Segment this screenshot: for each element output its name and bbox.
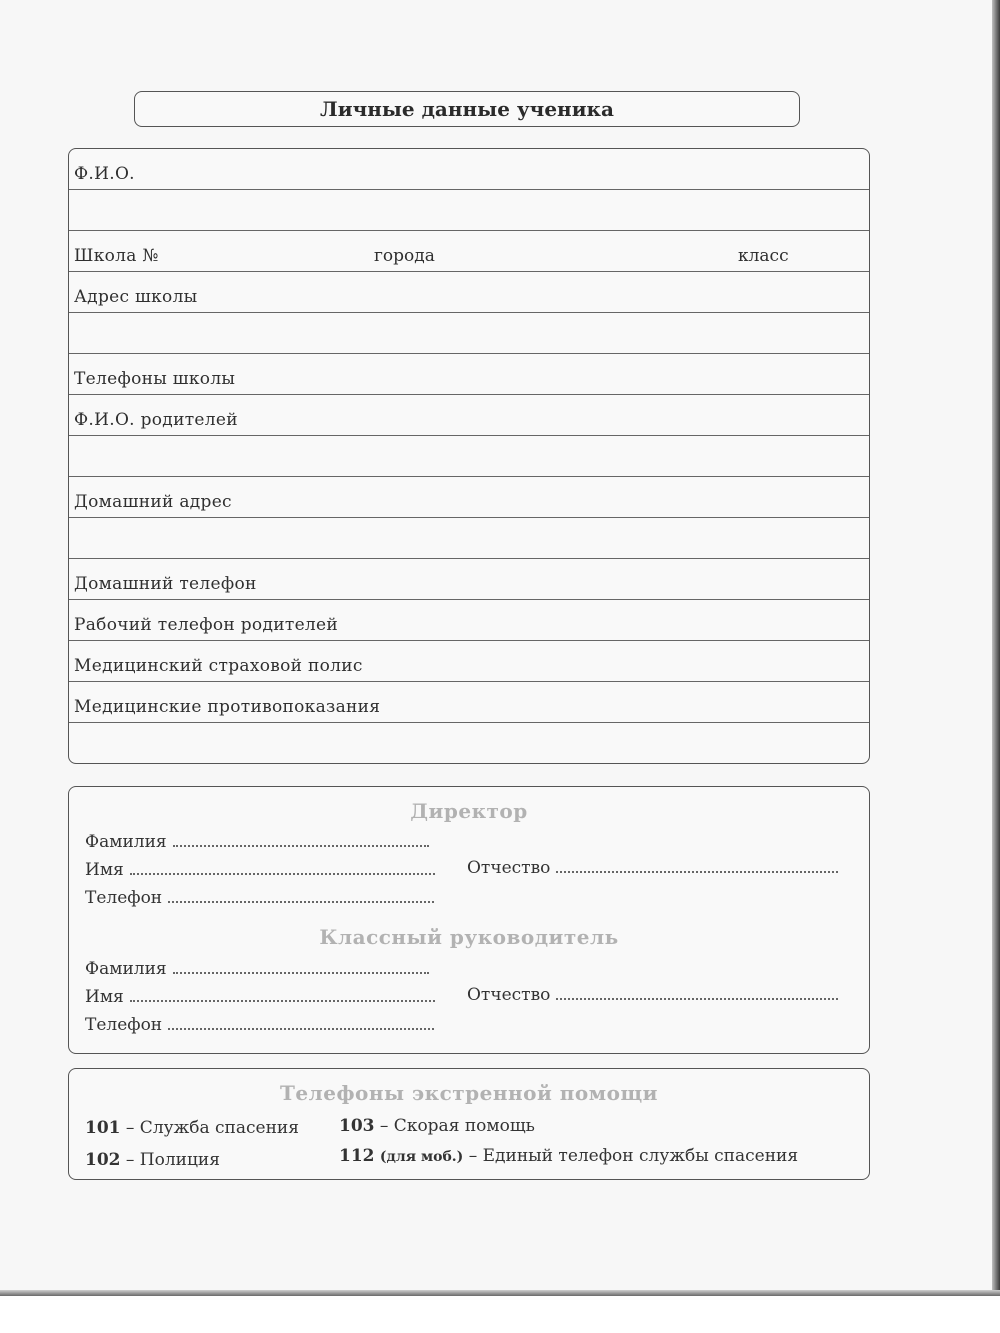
emergency-item: 103 – Скорая помощь xyxy=(339,1116,535,1136)
teacher-patronymic: Отчество xyxy=(467,985,838,1005)
home-address-label: Домашний адрес xyxy=(74,492,232,512)
row-home-phone xyxy=(69,559,869,600)
teacher-title: Классный руководитель xyxy=(319,925,619,949)
row-school-address-blank xyxy=(69,313,869,354)
row-home-address xyxy=(69,477,869,518)
director-patronymic: Отчество xyxy=(467,858,838,878)
personal-data-form xyxy=(68,148,870,764)
row-school-address xyxy=(69,272,869,313)
school-label: Школа № xyxy=(74,246,159,266)
contraindications-label: Медицинские противопоказания xyxy=(74,697,381,717)
fio-label: Ф.И.О. xyxy=(74,164,135,184)
row-parents-fio xyxy=(69,395,869,436)
school-phones-label: Телефоны школы xyxy=(74,369,236,389)
city-label: города xyxy=(374,246,435,266)
page-title: Личные данные ученика xyxy=(134,91,800,127)
contacts-box xyxy=(68,786,870,1054)
row-school xyxy=(69,231,869,272)
director-surname: Фамилия xyxy=(85,832,429,852)
row-insurance xyxy=(69,641,869,682)
row-parents-work-phone xyxy=(69,600,869,641)
row-fio xyxy=(69,149,869,190)
home-phone-label: Домашний телефон xyxy=(74,574,257,594)
row-parents-fio-blank xyxy=(69,436,869,477)
emergency-title: Телефоны экстренной помощи xyxy=(280,1081,658,1105)
parents-fio-label: Ф.И.О. родителей xyxy=(74,410,238,430)
insurance-label: Медицинский страховой полис xyxy=(74,656,363,676)
teacher-name: Имя xyxy=(85,987,435,1007)
row-school-phones xyxy=(69,354,869,395)
grade-label: класс xyxy=(738,246,789,266)
emergency-item: 101 – Служба спасения xyxy=(85,1118,299,1138)
emergency-item: 112 (для моб.) – Единый телефон службы спасения xyxy=(339,1146,799,1166)
emergency-item: 102 – Полиция xyxy=(85,1150,220,1170)
page-edge-bottom xyxy=(0,1290,1000,1296)
director-name: Имя xyxy=(85,860,435,880)
row-home-address-blank xyxy=(69,518,869,559)
teacher-surname: Фамилия xyxy=(85,959,429,979)
emergency-box xyxy=(68,1068,870,1180)
row-contraindications-blank xyxy=(69,723,869,764)
director-title: Директор xyxy=(410,799,528,823)
teacher-phone: Телефон xyxy=(85,1015,434,1035)
parents-work-phone-label: Рабочий телефон родителей xyxy=(74,615,339,635)
page-edge-right xyxy=(992,0,1000,1292)
row-fio-blank xyxy=(69,190,869,231)
school-address-label: Адрес школы xyxy=(74,287,198,307)
row-contraindications xyxy=(69,682,869,723)
director-phone: Телефон xyxy=(85,888,434,908)
